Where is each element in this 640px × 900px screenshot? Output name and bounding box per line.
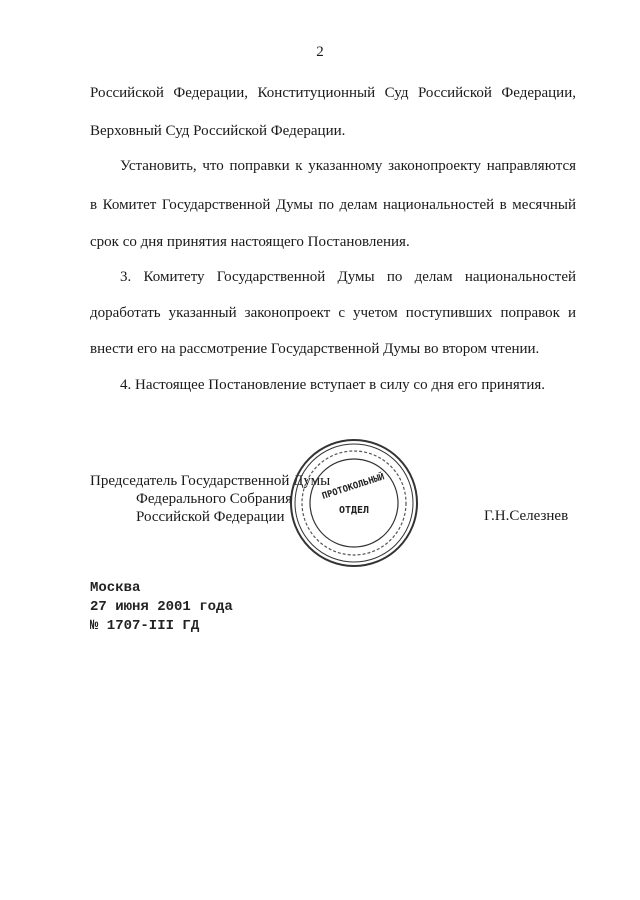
body-line: Верховный Суд Российской Федерации. (90, 123, 346, 139)
footer-city: Москва (90, 580, 141, 596)
official-stamp (288, 437, 420, 569)
body-line: срок со дня принятия настоящего Постановления. (90, 234, 410, 250)
body-line: Российской Федерации, Конституционный Суд Российской Федерации, (90, 85, 576, 101)
stamp-text: ПРОТОКОЛЬНЫЙ (320, 472, 386, 502)
stamp-text: ОТДЕЛ (338, 505, 370, 516)
page-number: 2 (316, 44, 324, 60)
body-line: внести его на рассмотрение Государственной Думы во втором чтении. (90, 341, 540, 357)
signer-name: Г.Н.Селезнев (484, 508, 569, 524)
body-line: 4. Настоящее Постановление вступает в силу со дня его принятия. (120, 377, 546, 393)
signature-title-line: Федерального Собрания (136, 491, 293, 507)
body-line: в Комитет Государственной Думы по делам национальностей в месячный (90, 197, 576, 213)
signature-title-line: Российской Федерации (136, 509, 285, 525)
body-line: Установить, что поправки к указанному законопроекту направляются (120, 158, 576, 174)
footer-date: 27 июня 2001 года (90, 599, 233, 615)
body-line: доработать указанный законопроект с учетом поступивших поправок и (90, 305, 576, 321)
body-line: 3. Комитету Государственной Думы по делам национальностей (120, 269, 576, 285)
footer-number: № 1707-III ГД (90, 618, 200, 634)
signature-title-line: Председатель Государственной Думы (90, 473, 331, 489)
